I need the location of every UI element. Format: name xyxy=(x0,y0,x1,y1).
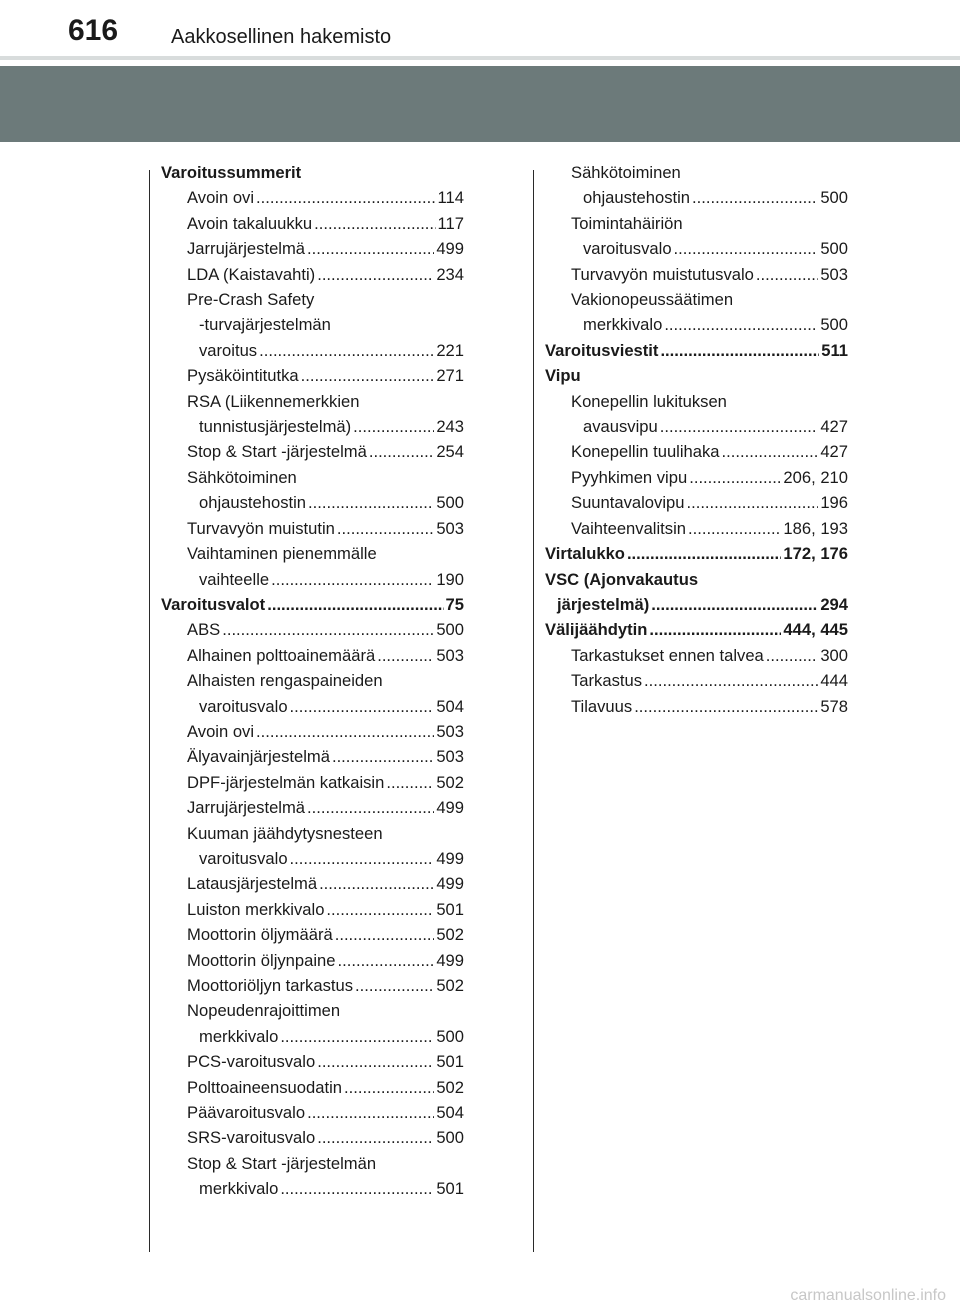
index-entry-term: varoitusvalo xyxy=(199,848,288,868)
index-entry-page: 502 xyxy=(436,976,464,995)
index-entry-term: Turvavyön muistutin xyxy=(187,518,335,538)
index-entry-page: 500 xyxy=(820,239,848,259)
index-entry xyxy=(161,185,464,210)
index-entry xyxy=(161,922,464,947)
index-entry-term: PCS-varoitusvalo xyxy=(187,1052,316,1072)
index-entry xyxy=(161,719,464,744)
index-entry-term: Jarrujärjestelmä xyxy=(187,239,306,259)
dot-leader xyxy=(627,541,781,566)
index-entry-page: 504 xyxy=(436,696,464,716)
index-entry-term: Stop & Start -järjestelmän xyxy=(187,1153,377,1173)
index-entry-page: 503 xyxy=(436,747,464,767)
index-entry-page: 500 xyxy=(436,1128,464,1148)
dot-leader xyxy=(256,185,436,210)
index-entry xyxy=(161,465,464,490)
dot-leader xyxy=(766,643,819,668)
index-entry-page: 501 xyxy=(436,899,464,919)
index-entry-page: 234 xyxy=(436,264,464,284)
index-entry-term: LDA (Kaistavahti) xyxy=(187,264,316,284)
index-entry-page: 501 xyxy=(436,1052,464,1072)
index-entry-page: 75 xyxy=(445,594,464,614)
index-entry-page: 499 xyxy=(436,874,464,894)
index-entry xyxy=(545,185,848,210)
index-entry xyxy=(545,465,848,490)
index-entry-page: 499 xyxy=(436,798,464,818)
index-entry-term: Tarkastukset ennen talvea xyxy=(571,645,764,665)
header-band xyxy=(0,66,960,142)
index-entry-page: 500 xyxy=(436,620,464,640)
index-entry-term: Avoin takaluukku xyxy=(187,213,313,233)
dot-leader xyxy=(649,617,781,642)
dot-leader xyxy=(335,922,435,947)
center-column-divider xyxy=(533,170,534,1252)
index-entry-term: Välijäähdytin xyxy=(545,620,648,640)
dot-leader xyxy=(259,338,434,363)
index-entry-page: 444, 445 xyxy=(783,620,848,640)
index-entry-term: Luiston merkkivalo xyxy=(187,899,325,919)
index-entry-page: 196 xyxy=(820,493,848,513)
index-entry xyxy=(161,617,464,642)
index-entry-term: Latausjärjestelmä xyxy=(187,874,318,894)
left-column-divider xyxy=(149,170,150,1252)
index-entry-page: 186, 193 xyxy=(783,518,848,538)
index-entry-page: 206, 210 xyxy=(783,467,848,487)
dot-leader xyxy=(290,694,435,719)
index-entry-term: RSA (Liikennemerkkien xyxy=(187,391,360,411)
dot-leader xyxy=(319,871,434,896)
index-entry xyxy=(545,389,848,414)
page-header xyxy=(0,0,960,60)
index-entry-page: 190 xyxy=(436,569,464,589)
index-entry xyxy=(161,821,464,846)
index-entry xyxy=(545,312,848,337)
index-column-right xyxy=(545,160,848,719)
index-entry xyxy=(545,516,848,541)
index-entry xyxy=(161,897,464,922)
index-entry-term: SRS-varoitusvalo xyxy=(187,1128,316,1148)
dot-leader xyxy=(256,719,434,744)
index-entry xyxy=(161,490,464,515)
index-entry xyxy=(161,973,464,998)
index-entry-term: Varoitussummerit xyxy=(161,163,302,182)
index-entry-page: 172, 176 xyxy=(783,544,848,564)
index-entry-page: 500 xyxy=(820,315,848,335)
dot-leader xyxy=(686,490,818,515)
index-entry xyxy=(161,871,464,896)
index-entry-term: Vakionopeussäätimen xyxy=(571,290,734,310)
index-entry-page: 117 xyxy=(437,213,464,233)
index-entry xyxy=(161,160,464,185)
index-entry xyxy=(161,592,464,617)
index-entry-term: Jarrujärjestelmä xyxy=(187,798,306,818)
index-entry-page: 500 xyxy=(820,188,848,208)
dot-leader xyxy=(355,973,434,998)
watermark: carmanualsonline.info xyxy=(790,1287,946,1304)
index-entry-term: Pyyhkimen vipu xyxy=(571,467,688,487)
dot-leader xyxy=(660,414,819,439)
index-entry xyxy=(161,262,464,287)
dot-leader xyxy=(664,312,818,337)
dot-leader xyxy=(369,439,434,464)
index-entry-page: 503 xyxy=(436,645,464,665)
index-entry xyxy=(161,439,464,464)
dot-leader xyxy=(301,363,435,388)
header-title: Aakkosellinen hakemisto xyxy=(171,26,392,48)
index-entry-term: Pysäköintitutka xyxy=(187,366,299,386)
index-entry xyxy=(161,363,464,388)
index-entry-page: 221 xyxy=(436,340,464,360)
index-entry-page: 254 xyxy=(436,442,464,462)
index-entry-page: 294 xyxy=(820,594,848,614)
index-entry xyxy=(161,338,464,363)
index-entry-term: merkkivalo xyxy=(583,315,663,335)
dot-leader xyxy=(377,643,434,668)
index-entry-term: merkkivalo xyxy=(199,1179,279,1199)
dot-leader xyxy=(326,897,434,922)
index-entry xyxy=(545,363,848,388)
index-entry-term: Suuntavalovipu xyxy=(571,493,685,513)
dot-leader xyxy=(674,236,819,261)
dot-leader xyxy=(634,694,818,719)
dot-leader xyxy=(660,338,819,363)
dot-leader xyxy=(337,516,434,541)
index-entry-term: Alhaisten rengaspaineiden xyxy=(187,671,383,691)
index-entry xyxy=(161,414,464,439)
page-number: 616 xyxy=(68,14,119,47)
dot-leader xyxy=(222,617,434,642)
index-entry xyxy=(545,414,848,439)
dot-leader xyxy=(317,1125,434,1150)
index-entry xyxy=(161,389,464,414)
index-entry-page: 511 xyxy=(821,340,848,360)
index-entry-page: 502 xyxy=(436,925,464,945)
dot-leader xyxy=(308,490,434,515)
dot-leader xyxy=(689,465,781,490)
index-entry-page: 243 xyxy=(436,417,464,437)
index-entry-term: Polttoaineensuodatin xyxy=(187,1077,342,1097)
index-entry-term: ohjaustehostin xyxy=(583,188,691,208)
dot-leader xyxy=(344,1075,434,1100)
index-entry xyxy=(161,1125,464,1150)
index-entry-page: 499 xyxy=(436,950,464,970)
index-entry-term: VSC (Ajonvakautus xyxy=(545,569,699,589)
index-entry xyxy=(545,236,848,261)
index-entry-term: Vaihteenvalitsin xyxy=(571,518,686,538)
index-entry-term: Avoin ovi xyxy=(187,188,255,208)
index-entry xyxy=(161,211,464,236)
index-entry xyxy=(161,287,464,312)
index-entry xyxy=(161,1151,464,1176)
index-entry-term: Päävaroitusvalo xyxy=(187,1103,306,1123)
dot-leader xyxy=(307,236,434,261)
index-entry-page: 503 xyxy=(820,264,848,284)
index-entry xyxy=(545,617,848,642)
header-rule xyxy=(0,56,960,60)
index-entry xyxy=(161,1049,464,1074)
index-entry xyxy=(161,668,464,693)
index-entry xyxy=(161,795,464,820)
index-entry xyxy=(161,236,464,261)
dot-leader xyxy=(317,1049,434,1074)
dot-leader xyxy=(338,948,435,973)
dot-leader xyxy=(280,1176,434,1201)
index-entry xyxy=(161,770,464,795)
index-entry xyxy=(545,490,848,515)
index-entry xyxy=(161,998,464,1023)
index-entry xyxy=(161,1176,464,1201)
index-entry-page: 300 xyxy=(820,645,848,665)
index-entry-page: 114 xyxy=(437,188,464,208)
index-entry xyxy=(161,516,464,541)
index-entry-term: Avoin ovi xyxy=(187,721,255,741)
index-entry xyxy=(545,668,848,693)
index-entry-term: Turvavyön muistutusvalo xyxy=(571,264,754,284)
index-entry xyxy=(545,439,848,464)
index-entry-term: Tarkastus xyxy=(571,671,643,691)
index-entry-page: 504 xyxy=(436,1103,464,1123)
index-entry xyxy=(161,1075,464,1100)
index-entry xyxy=(545,338,848,363)
index-entry-page: 501 xyxy=(436,1179,464,1199)
index-entry xyxy=(545,592,848,617)
index-column-left xyxy=(161,160,464,1202)
index-entry xyxy=(545,567,848,592)
index-entry-term: Älyavainjärjestelmä xyxy=(187,747,330,767)
dot-leader xyxy=(290,846,435,871)
dot-leader xyxy=(307,1100,434,1125)
index-entry-page: 499 xyxy=(436,239,464,259)
index-entry-term: Varoitusviestit xyxy=(545,340,659,360)
index-entry-term: Kuuman jäähdytysnesteen xyxy=(187,823,383,843)
dot-leader xyxy=(688,516,781,541)
dot-leader xyxy=(353,414,434,439)
dot-leader xyxy=(756,262,818,287)
dot-leader xyxy=(267,592,443,617)
index-entry-page: 502 xyxy=(436,1077,464,1097)
index-entry xyxy=(161,744,464,769)
index-entry-term: Konepellin lukituksen xyxy=(571,391,727,411)
index-entry-term: tunnistusjärjestelmä) xyxy=(199,417,352,437)
index-entry-term: avausvipu xyxy=(583,417,658,437)
dot-leader xyxy=(692,185,818,210)
index-entry-term: Sähkötoiminen xyxy=(571,163,681,182)
index-entry-term: Sähkötoiminen xyxy=(187,467,297,487)
index-entry xyxy=(161,1024,464,1049)
index-entry-page: 427 xyxy=(820,442,848,462)
index-entry-page: 500 xyxy=(436,1026,464,1046)
index-entry xyxy=(545,211,848,236)
index-entry-term: Moottorin öljymäärä xyxy=(187,925,333,945)
index-entry-page: 499 xyxy=(436,848,464,868)
index-entry-page: 444 xyxy=(820,671,848,691)
index-entry xyxy=(545,694,848,719)
index-entry-term: Stop & Start -järjestelmä xyxy=(187,442,367,462)
index-entry-term: varoitusvalo xyxy=(199,696,288,716)
index-entry-term: Vaihtaminen pienemmälle xyxy=(187,544,377,564)
index-entry xyxy=(161,846,464,871)
index-entry xyxy=(545,541,848,566)
dot-leader xyxy=(644,668,818,693)
index-entry-term: Moottoriöljyn tarkastus xyxy=(187,976,354,995)
index-entry-term: Tilavuus xyxy=(571,696,633,716)
index-entry-term: Konepellin tuulihaka xyxy=(571,442,720,462)
index-entry-term: Nopeudenrajoittimen xyxy=(187,1001,341,1021)
index-entry-term: -turvajärjestelmän xyxy=(199,315,331,335)
dot-leader xyxy=(314,211,435,236)
index-entry-term: ohjaustehostin xyxy=(199,493,307,513)
index-entry xyxy=(545,262,848,287)
index-entry xyxy=(161,694,464,719)
dot-leader xyxy=(332,744,434,769)
index-entry-term: Varoitusvalot xyxy=(161,594,266,614)
index-entry xyxy=(161,541,464,566)
index-entry-page: 500 xyxy=(436,493,464,513)
index-entry-term: Alhainen polttoainemäärä xyxy=(187,645,376,665)
index-entry-page: 503 xyxy=(436,721,464,741)
dot-leader xyxy=(651,592,818,617)
index-entry xyxy=(161,643,464,668)
index-entry-term: Pre-Crash Safety xyxy=(187,290,315,310)
dot-leader xyxy=(307,795,434,820)
index-entry xyxy=(545,287,848,312)
index-entry-term: järjestelmä) xyxy=(557,594,650,614)
dot-leader xyxy=(386,770,434,795)
index-entry-page: 502 xyxy=(436,772,464,792)
index-entry-page: 503 xyxy=(436,518,464,538)
index-entry xyxy=(545,160,848,185)
index-entry-term: Virtalukko xyxy=(545,544,625,564)
dot-leader xyxy=(722,439,819,464)
index-entry-page: 427 xyxy=(820,417,848,437)
index-entry-term: varoitus xyxy=(199,340,258,360)
index-entry xyxy=(545,643,848,668)
dot-leader xyxy=(280,1024,434,1049)
index-entry xyxy=(161,1100,464,1125)
index-entry-term: vaihteelle xyxy=(199,569,270,589)
index-entry-page: 271 xyxy=(436,366,464,386)
index-entry-term: ABS xyxy=(187,620,221,640)
index-entry-term: Moottorin öljynpaine xyxy=(187,950,336,970)
index-entry-page: 578 xyxy=(820,696,848,716)
index-entry-term: merkkivalo xyxy=(199,1026,279,1046)
index-entry xyxy=(161,312,464,337)
index-entry xyxy=(161,948,464,973)
dot-leader xyxy=(317,262,434,287)
dot-leader xyxy=(271,567,434,592)
index-entry-term: DPF-järjestelmän katkaisin xyxy=(187,772,385,792)
index-entry-term: Vipu xyxy=(545,366,581,386)
index-entry xyxy=(161,567,464,592)
index-entry-term: varoitusvalo xyxy=(583,239,672,259)
index-entry-term: Toimintahäiriön xyxy=(571,213,683,233)
